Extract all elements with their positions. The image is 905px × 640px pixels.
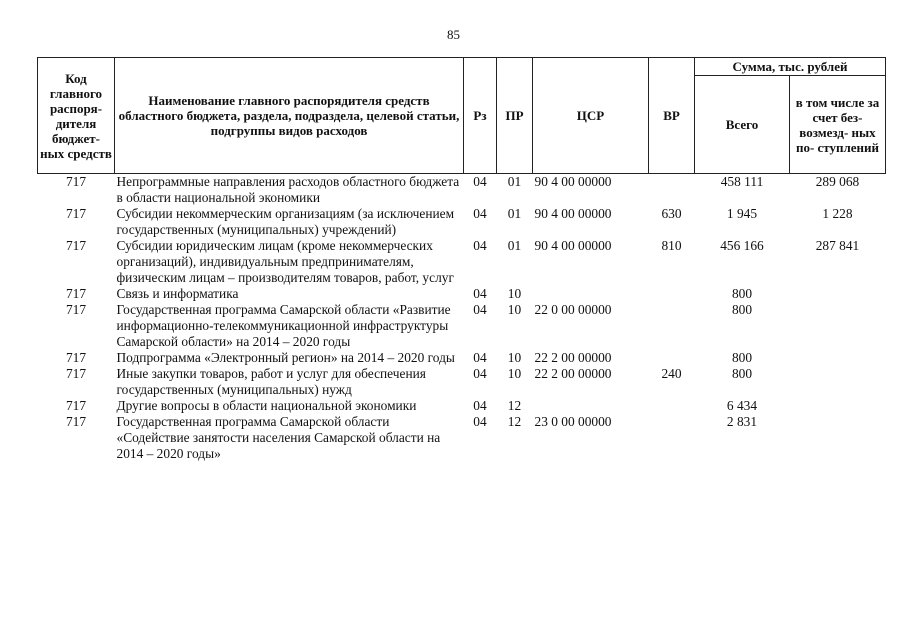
code-cell: 717 <box>65 238 87 253</box>
total-cell: 458 111 <box>720 174 764 189</box>
pr-cell: 10 <box>507 286 522 301</box>
total-cell: 2 831 <box>726 414 758 429</box>
csr-cell: 23 0 00 00000 <box>534 414 612 429</box>
csr-cell <box>533 286 649 302</box>
total-cell: 800 <box>731 302 753 317</box>
rz-cell: 04 <box>473 398 487 413</box>
total-cell: 800 <box>731 366 753 381</box>
header-incl: в том числе за счет без- возмезд- ных по- ступлений <box>790 76 886 174</box>
table-row <box>38 206 886 238</box>
incl-cell <box>790 302 886 350</box>
code-cell: 717 <box>65 206 87 221</box>
rz-cell: 04 <box>473 350 487 365</box>
name-cell: Подпрограмма «Электронный регион» на 2014 – 2020 годы <box>116 350 455 365</box>
pr-cell: 01 <box>507 238 522 253</box>
incl-cell: 289 068 <box>815 174 860 189</box>
total-cell: 800 <box>731 350 753 365</box>
rz-cell: 04 <box>473 414 487 429</box>
vr-cell <box>649 350 695 366</box>
csr-cell: 22 2 00 00000 <box>534 350 612 365</box>
incl-cell: 1 228 <box>822 206 853 221</box>
name-cell: Субсидии юридическим лицам (кроме некоммерческих организаций), индивидуальным предпринимателям, физическим лицам – производителям товаров, работ, услуг <box>116 238 454 285</box>
total-cell: 456 166 <box>720 238 764 253</box>
rz-cell: 04 <box>473 206 487 221</box>
pr-cell: 01 <box>507 174 522 189</box>
pr-cell: 12 <box>507 414 522 429</box>
table-row <box>38 350 886 366</box>
vr-cell: 240 <box>661 366 682 381</box>
incl-cell <box>790 286 886 302</box>
incl-cell <box>790 350 886 366</box>
name-cell: Государственная программа Самарской области «Развитие информационно-телекоммуникационной инфраструктуры Самарской области» на 2014 – 2020 годы <box>116 302 451 349</box>
vr-cell <box>649 398 695 414</box>
name-cell: Связь и информатика <box>116 286 239 301</box>
code-cell: 717 <box>65 174 87 189</box>
vr-cell <box>649 174 695 207</box>
code-cell: 717 <box>65 286 87 301</box>
header-rz: Рз <box>464 58 497 174</box>
table-row <box>38 414 886 462</box>
table-header <box>38 58 886 174</box>
rz-cell: 04 <box>473 174 487 189</box>
total-cell: 800 <box>731 286 753 301</box>
pr-cell: 10 <box>507 350 522 365</box>
name-cell: Иные закупки товаров, работ и услуг для обеспечения государственных (муниципальных) нужд <box>116 366 426 397</box>
incl-cell <box>790 366 886 398</box>
incl-cell: 287 841 <box>815 238 860 253</box>
vr-cell <box>649 414 695 462</box>
pr-cell: 10 <box>507 302 522 317</box>
pr-cell: 01 <box>507 206 522 221</box>
table-row <box>38 366 886 398</box>
header-vr: ВР <box>649 58 695 174</box>
header-total: Всего <box>695 76 790 174</box>
code-cell: 717 <box>65 350 87 365</box>
budget-table <box>37 57 886 462</box>
code-cell: 717 <box>65 414 87 429</box>
code-cell: 717 <box>65 366 87 381</box>
table-row <box>38 238 886 286</box>
table-row <box>38 174 886 207</box>
incl-cell <box>790 414 886 462</box>
csr-cell: 22 2 00 00000 <box>534 366 612 381</box>
table-row <box>38 286 886 302</box>
header-pr: ПР <box>497 58 533 174</box>
rz-cell: 04 <box>473 238 487 253</box>
rz-cell: 04 <box>473 366 487 381</box>
header-code: Код главного распоря- дителя бюджет- ных средств <box>38 58 115 174</box>
vr-cell <box>649 286 695 302</box>
total-cell: 1 945 <box>726 206 758 221</box>
name-cell: Государственная программа Самарской области «Содействие занятости населения Самарской области на 2014 – 2020 годы» <box>116 414 441 461</box>
csr-cell: 22 0 00 00000 <box>534 302 612 317</box>
rz-cell: 04 <box>473 302 487 317</box>
name-cell: Непрограммные направления расходов областного бюджета в области национальной экономики <box>116 174 460 205</box>
csr-cell <box>533 398 649 414</box>
incl-cell <box>790 398 886 414</box>
table-body <box>38 174 886 463</box>
vr-cell: 810 <box>661 238 682 253</box>
code-cell: 717 <box>65 302 87 317</box>
pr-cell: 12 <box>507 398 522 413</box>
vr-cell <box>649 302 695 350</box>
vr-cell: 630 <box>661 206 682 221</box>
header-name: Наименование главного распорядителя средств областного бюджета, раздела, подраздела, целевой статьи, подгруппы видов расходов <box>115 58 464 174</box>
csr-cell: 90 4 00 00000 <box>534 238 612 253</box>
page-number: 85 <box>447 27 460 42</box>
rz-cell: 04 <box>473 286 487 301</box>
code-cell: 717 <box>65 398 87 413</box>
csr-cell: 90 4 00 00000 <box>534 174 612 189</box>
name-cell: Другие вопросы в области национальной экономики <box>116 398 417 413</box>
csr-cell: 90 4 00 00000 <box>534 206 612 221</box>
table-row <box>38 398 886 414</box>
pr-cell: 10 <box>507 366 522 381</box>
table-row <box>38 302 886 350</box>
header-sum-group: Сумма, тыс. рублей <box>695 58 886 76</box>
header-csr: ЦСР <box>533 58 649 174</box>
total-cell: 6 434 <box>726 398 758 413</box>
name-cell: Субсидии некоммерческим организациям (за исключением государственных (муниципальных) учреждений) <box>116 206 455 237</box>
